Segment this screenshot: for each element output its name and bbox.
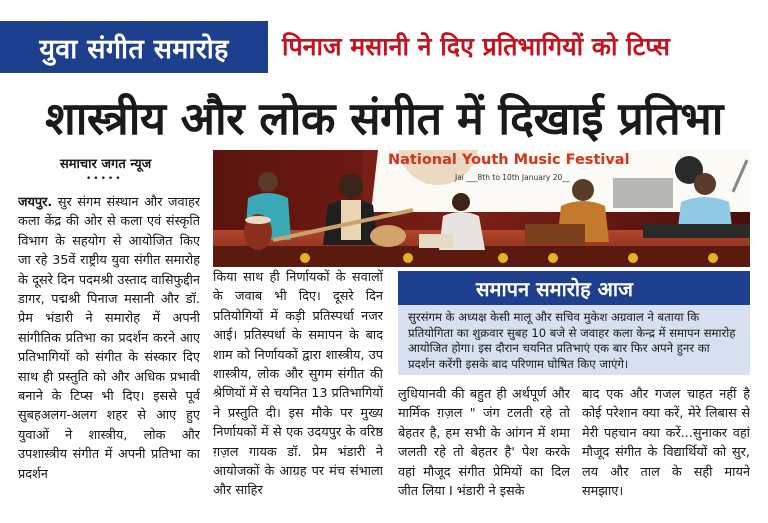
event-photo [213,150,750,267]
main-headline: शास्त्रीय और लोक संगीत में दिखाई प्रतिभा [45,92,723,145]
article-column-1 [18,193,200,523]
dateline: जयपुर. [18,195,53,210]
sidebar-box-body: सुरसंगम के अध्यक्ष केसी मालू और सचिव मुकेश अग्रवाल ने बताया कि प्रतियोगिता का शुक्रवार सुबह 10 बजे से जवाहर कला केन्द्र में समापन समारोह आयोजित होगा। इस दौरान चयनित प्रतिभाएं एक बार फिर अपने हुनर का प्रदर्शन करेंगी इसके बाद परिणाम घोषित किए जाएंगे। [398,305,750,375]
kicker-headline: पिनाज मसानी ने दिए प्रतिभागियों को टिप्स [282,32,670,61]
banner-dates: Jai ___8th to 10th January 20__ [455,173,570,182]
section-tag: युवा संगीत समारोह [0,21,268,73]
photo-illustration [213,150,750,267]
article-column-2: किया साथ ही निर्णायकों के सवालों के जवाब भी दिए। दूसरे दिन प्रतियोगियों में कड़ी प्रतिस्पर्धा नजर आई। प्रतिस्पर्धा के समापन के बाद शाम को निर्णायकों द्वारा शास्त्रीय, उप शास्त्रीय, लोक और सुगम संगीत की श्रेणियों में से चयनित 13 प्रतिभागियों ने प्रस्तुति दी। इस मौके पर मुख्य निर्णायकों में से एक उदयपुर के वरिष्ठ ग़ज़ल गायक डॉ. प्रेम भंडारी ने आयोजकों के आग्रह पर मंच संभाला और साहिर [213,270,383,499]
column-1-text: सुर संगम संस्थान और जवाहर कला केंद्र की ओर से कला एवं संस्कृति विभाग के सहयोग से आयोजित किए जा रहे 35वें राष्ट्रीय युवा संगीत समारोह के दूसरे दिन पदमश्री उस्ताद वासिफुद्दीन डागर, पद्मश्री पिनाज मसानी और डॉ. प्रेम भंडारी ने समारोह में अपनी सांगीतिक प्रतिभा का प्रदर्शन करने आए प्रतिभागियों को संगीत के संस्कार दिए साथ ही प्रस्तुति को और अधिक प्रभावी बनाने के टिप्स भी दिए। इससे पूर्व सुबहअलग-अलग शहर से आए हुए युवाओं ने शास्त्रीय, लोक और उपशास्त्रीय संगीत में अपनी प्रतिभा का प्रदर्शन [18,195,200,482]
article-column-3: लुधियानवी की बहुत ही अर्थपूर्ण और मार्मिक ग़ज़ल " जंग टलती रहे तो बेहतर है, हम सभी के आंगन में शमा जलती रहे तो बेहतर है' पेश करके वहां मौजूद संगीत प्रेमियों का दिल जीत लिया I भंडारी ने इसके [398,387,570,500]
byline-divider: ••••• [86,174,123,184]
banner-title: National Youth Music Festival [388,152,630,168]
article-column-4: बाद एक और गजल चाहत नहीं है कोई परेशान क्या करें, मेरे लिबास से मेरी पहचान क्या करें...सुनाकर वहां मौजूद संगीत के विद्यार्थियों को सुर, लय और ताल के सही मायने समझाए। [582,387,750,500]
byline: समाचार जगत न्यूज [60,157,152,172]
sidebar-box-title: समापन समारोह आज [398,271,750,305]
